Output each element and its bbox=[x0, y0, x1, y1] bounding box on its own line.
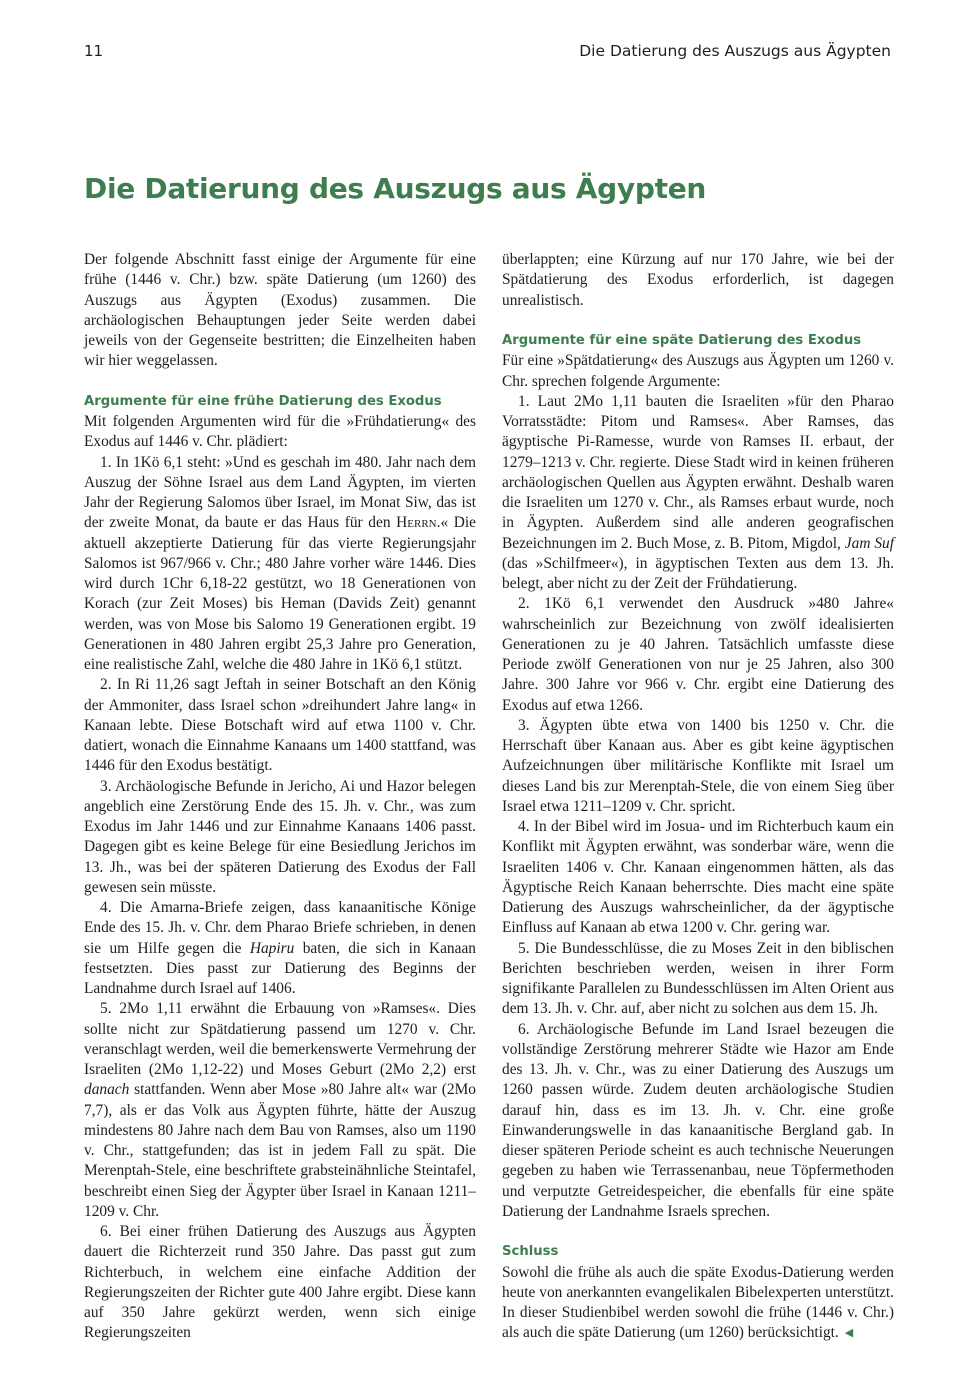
late-argument-4: 4. In der Bibel wird im Josua- und im Richterbuch kaum ein Konflikt mit Ägypten erwähnt, was sonderbar wäre, wenn die Israeliten 1406 v. Chr. Kanaan eingenommen hätten, als das Ägyptische Reich Kanaan beherrschte. Dies macht eine späte Datierung des Auszugs wahrscheinlicher, da der ägyptische Einfluss auf Kanaan ab etwa 1200 v. Chr. gering war. bbox=[502, 818, 894, 937]
heading-conclusion: Schluss bbox=[502, 1244, 559, 1260]
early-argument-5 bbox=[84, 999, 476, 1222]
early-argument-3: 3. Archäologische Befunde in Jericho, Ai und Hazor belegen angeblich eine Zerstörung Ende des 15. Jh. v. Chr., was zum Exodus im Jahr 1446 und zur Einnahme Kanaans 1406 passt. Dagegen gibt es keine Belege für eine Besiedlung Jerichos im 13. Jh., was bei der späteren Datierung des Exodus der Fall gewesen sein müsste. bbox=[84, 777, 476, 896]
early-argument-4-text-a: 4. Die Amarna-Briefe zeigen, dass kanaanitische Könige Ende des 15. Jh. v. Chr. dem Pharao Briefe schrieben, in denen sie um Hilfe gegen die bbox=[84, 899, 476, 957]
danach-italic: danach bbox=[84, 1081, 130, 1099]
early-argument-1-text-a: 1. In 1Kö 6,1 steht: »Und es geschah im 480. Jahr nach dem Auszug der Söhne Israel aus dem Land Ägypten, im vierten Jahr der Regierung Salomos über Israel, im Monat Siw, das ist der zweite Monat, da baute er das Haus für den bbox=[84, 453, 476, 532]
early-argument-6: 6. Bei einer frühen Datierung des Auszugs aus Ägypten dauert die Richterzeit rund 350 Jahre. Das passt gut zum Richterbuch, in welchem eine einfache Addition der Regierungszeiten der Richter gute 400 Jahre ergibt. Diese kann auf 350 Jahre gekürzt werden, wenn sich einige Regierungszeiten bbox=[84, 1223, 476, 1342]
running-head: Die Datierung des Auszugs aus Ägypten bbox=[579, 42, 891, 60]
intro-paragraph: Der folgende Abschnitt fasst einige der Argumente für eine frühe (1446 v. Chr.) bzw. späte Datierung (um 1260) des Auszugs aus Ägypten (Exodus) zusammen. Die archäologischen Behauptungen jeder Seite werden dabei jeweils von der Gegenseite bestritten; die Einzelheiten haben wir hier weggelassen. bbox=[84, 251, 476, 370]
late-argument-2: 2. 1Kö 6,1 verwendet den Ausdruck »480 Jahre« wahrscheinlich zur Bezeichnung von zwölf idealisierten Generationen zu je 40 Jahren. Tatsächlich umfasste diese Periode zwölf Generationen von nur je 25 Jahren, also 300 Jahre. 300 Jahre vor 966 v. Chr. ergibt eine Datierung des Exodus auf etwa 1266. bbox=[502, 595, 894, 714]
page-title: Die Datierung des Auszugs aus Ägypten bbox=[84, 172, 707, 205]
early-argument-4 bbox=[84, 898, 476, 999]
heading-early-dating: Argumente für eine frühe Datierung des Exodus bbox=[84, 393, 442, 409]
late-argument-3: 3. Ägypten übte etwa von 1400 bis 1250 v. Chr. die Herrschaft über Kanaan aus. Aber es gibt keine ägyptischen Aufzeichnungen über militärische Konflikte mit Israel um dieses Land bis zur Merenptah-Stele, die von einem Sieg über Israel etwa 1211–1209 v. Chr. spricht. bbox=[502, 716, 894, 815]
hapiru-italic: Hapiru bbox=[249, 939, 295, 957]
early-argument-2: 2. In Ri 11,26 sagt Jeftah in seiner Botschaft an den König der Ammoniter, dass Israel schon »dreihundert Jahre lang« in Kanaan lebte. Diese Botschaft wird auf etwa 1100 v. Chr. datiert, wonach die Einnahme Kanaans um 1400 stattfand, was 1446 für den Exodus bestätigt. bbox=[84, 676, 476, 775]
page-number: 11 bbox=[84, 42, 104, 60]
heading-late-dating: Argumente für eine späte Datierung des Exodus bbox=[502, 333, 862, 348]
early-argument-5-text-a: 5. 2Mo 1,11 erwähnt die Erbauung von »Ramses«. Dies sollte nicht zur Spätdatierung passend um 1270 v. Chr. veranschlagt werden, weil die bemerkenswerte Vermehrung der Israeliten (2Mo 1,12-22) und Moses Geburt (2Mo 2,2) erst bbox=[84, 1000, 476, 1078]
right-column bbox=[502, 250, 894, 1344]
conclusion-text: Sowohl die frühe als auch die späte Exodus-Datierung werden heute von anerkannten evangelikalen Bibelexperten unterstützt. In dieser Studienbibel werden sowohl die frühe (1446 v. Chr.) als auch die späte Datierung (um 1260) berücksichtigt. bbox=[502, 1263, 894, 1342]
continuation-paragraph: überlappten; eine Kürzung auf nur 170 Jahre, wie bei der Spätdatierung des Exodus erforderlich, ist dagegen unrealistisch. bbox=[502, 251, 894, 309]
early-lead-paragraph: Mit folgenden Argumenten wird für die »Frühdatierung« des Exodus auf 1446 v. Chr. plädiert: bbox=[84, 413, 476, 451]
conclusion-paragraph bbox=[502, 1263, 894, 1344]
early-argument-1 bbox=[84, 453, 476, 676]
late-lead-paragraph: Für eine »Spätdatierung« des Auszugs aus Ägypten um 1260 v. Chr. sprechen folgende Argumente: bbox=[502, 352, 894, 390]
late-argument-6: 6. Archäologische Befunde im Land Israel bezeugen die vollständige Zerstörung mehrerer Städte wie Hazor am Ende des 13. Jh. v. Chr., was zu einer Datierung des Auszugs um 1260 passen würde. Zudem deuten archäologische Studien darauf hin, dass es im 13. Jh. v. Chr. eine große Einwanderungswelle in das kanaanitische Bergland gab. In dieser späteren Periode scheint es auch technische Neuerungen gegeben zu haben wie Terrassenanbau, neue Töpfermethoden und verputzte Getreidespeicher, die ebenfalls für eine späte Datierung der Landnahme Israels sprechen. bbox=[502, 1020, 894, 1220]
herr-smallcaps: Herrn bbox=[396, 514, 437, 532]
late-argument-1-text-b: (das »Schilfmeer«), in ägyptischen Texten aus dem 13. Jh. belegt, aber nicht zu der Zeit der Frühdatierung. bbox=[502, 554, 894, 592]
late-argument-1-text-a: 1. Laut 2Mo 1,11 bauten die Israeliten »für den Pharao Vorratsstädte: Pitom und Ramses«. Aber Ramses, das ägyptische Pi-Ramesse, wurde von Ramses II. erbaut, der 1279–1213 v. Chr. regierte. Diese Stadt wird in keinen früheren archäologischen Quellen aus Ägypten erwähnt. Deshalb waren die Israeliten um 1270 v. Chr., als Ramses erbaut wurde, noch in Ägypten. Außerdem sind alle anderen geografischen Bezeichnungen im 2. Buch Mose, z. B. Pitom, Migdol, bbox=[502, 392, 894, 552]
early-argument-5-text-b: stattfanden. Wenn aber Mose »80 Jahre alt« war (2Mo 7,7), als er das Volk aus Ägypten führte, hätte der Auszug mindestens 80 Jahre nach dem Bau von Ramses, also um 1190 v. Chr., stattgefunden; das ist in jedem Fall zu spät. Die Merenptah-Stele, eine beschriftete grabsteinähnliche Steintafel, beschreibt einen Sieg der Ägypter über Israel in Kanaan 1211–1209 v. Chr. bbox=[84, 1081, 476, 1220]
late-argument-1 bbox=[502, 392, 894, 595]
jam-suf-italic: Jam Suf bbox=[844, 534, 894, 552]
early-argument-1-text-b: .« Die aktuell akzeptierte Datierung für das vierte Regierungsjahr Salomos ist 967/966 v. Chr.; 480 Jahre vorher wäre 1446. Dies wird durch 1Chr 6,18-22 gestützt, wo 18 Generationen von Korach (zur Zeit Moses) bis Heman (Davids Zeit) genannt werden, was von Mose bis Salomo 19 Generationen ergibt. 19 Generationen in 480 Jahren ergibt 25,3 Jahre pro Generation, eine realistische Zahl, welche die 480 Jahre in 1Kö 6,1 stützt. bbox=[84, 514, 476, 673]
left-column bbox=[84, 250, 476, 1344]
triangle-left-icon: ◀ bbox=[844, 1327, 854, 1340]
page-header bbox=[84, 42, 891, 66]
early-argument-4-text-b: baten, die sich in Kanaan festsetzten. Dies passt zur Datierung des Beginns der Landnahme durch Israel auf 1406. bbox=[84, 939, 476, 997]
late-argument-5: 5. Die Bundesschlüsse, die zu Moses Zeit in den biblischen Berichten beschrieben werden, weisen in ihrer Form signifikante Parallelen zu Bundesschlüssen im Alten Orient aus dem 13. Jh. v. Chr. auf, aber nicht zu solchen aus dem 15. Jh. bbox=[502, 939, 894, 1018]
